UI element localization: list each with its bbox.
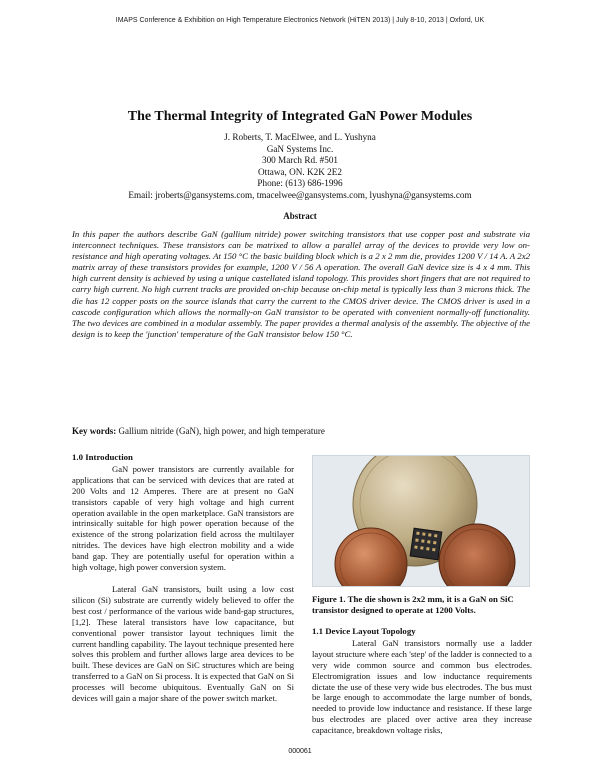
running-head: IMAPS Conference & Exhibition on High Temperature Electronics Network (HiTEN 2013) | July 8-10, 2013 | Oxford, UK	[115, 17, 485, 24]
paper-title: The Thermal Integrity of Integrated GaN Power Modules	[127, 109, 473, 124]
keywords-text: Gallium nitride (GaN), high power, and high temperature	[118, 426, 325, 436]
coins-with-die-image	[313, 456, 529, 586]
author-names: J. Roberts, T. MacElwee, and L. Yushyna	[224, 132, 376, 142]
email-line: Email: jroberts@gansystems.com, tmacelwee@gansystems.com, lyushyna@gansystems.com	[128, 189, 472, 200]
company-name: GaN Systems Inc.	[266, 143, 334, 154]
abstract-text: In this paper the authors describe GaN (gallium nitride) power switching transistors that use copper post and substrate via interconnect techniques. These transistors can be matrixed to allow a parallel array of the devices to provide very low on-resistance and high operating voltages. At 150 °C the basic building block which is a 2 x 2 mm die, provides 1200 V / 14 A. A 2x2 matrix array of these transistors provides for example, 1200 V / 56 A operation. The overall GaN device size is 4 x 4 mm. This high current density is achieved by using a unique castellated island topology. This provides short fingers that are not required to carry high current. No high current tracks are provided on-chip because on-chip metal is typically less than 3 microns thick. The die has 12 copper posts on the source islands that carry the current to the CMOS driver device. The CMOS driver is used in a cascode configuration which allows the normally-on GaN transistor to be operated with convenient normally-off functionality. The two devices are combined in a modular assembly. The paper provides a thermal analysis of the assembly. The objective of the design is to keep the 'junction' temperature of the GaN transistor below 150 °C.	[72, 229, 530, 339]
keywords-line	[72, 426, 530, 436]
author-block	[0, 132, 600, 202]
address-line-2: Ottawa, ON. K2K 2E2	[258, 166, 342, 177]
phone-line: Phone: (613) 686-1996	[257, 178, 343, 189]
figure-caption: Figure 1. The die shown is 2x2 mm, it is a GaN on SiC transistor designed to operate at 1200 Volts.	[312, 594, 514, 615]
layout-paragraph-1: Lateral GaN transistors normally use a ladder layout structure where each 'step' of the ladder is connected to a very wide common source and common bus electrodes. Electromigration issues and low inductance requirements dictate the use of these very wide bus electrodes. The bus must be large enough to accommodate the large number of bonds, needed to provide low inductance and resistance. If these large bus electrodes are placed over active area they increase capacitance, breakdown voltage risks,	[312, 637, 532, 736]
layout-heading: 1.1 Device Layout Topology	[312, 626, 416, 636]
right-column	[312, 626, 532, 736]
page-number: 000061	[288, 748, 312, 755]
intro-paragraph-1: GaN power transistors are currently available for applications that can be serviced with devices that are rated at 200 Volts and 12 Amperes. There are at present no GaN transistors capable of very high voltage and high current operation available in the open marketplace. GaN transistors are intrinsically suitable for high power operation because of the existence of the strong polarization field across the multilayer nitrides. The devices have high electron mobility and a wide band gap. They are potentially useful for operation within a high voltage, high power conversion system.	[72, 463, 294, 573]
abstract-heading: Abstract	[283, 211, 317, 221]
figure-photo	[312, 455, 530, 587]
intro-paragraph-2: Lateral GaN transistors, built using a low cost silicon (Si) substrate are currently widely believed to offer the best cost / performance of the various wide band-gap structures, [1,2]. These lateral transistors have low capacitance, but conventional power transistor layout techniques limit the current handling capability. The layout technique presented here solves this problem and further allows large area devices to be built. These devices are GaN on SiC structures which are being transferred to a GaN on Si process. It is expected that GaN on Si processes will become ubiquitous. Eventually GaN on Si devices will gain a major share of the power switch market.	[72, 583, 294, 704]
address-line-1: 300 March Rd. #501	[261, 155, 339, 166]
gan-die-chip	[410, 528, 442, 560]
left-column	[72, 452, 294, 704]
intro-heading: 1.0 Introduction	[72, 452, 133, 462]
keywords-label: Key words:	[72, 426, 117, 436]
